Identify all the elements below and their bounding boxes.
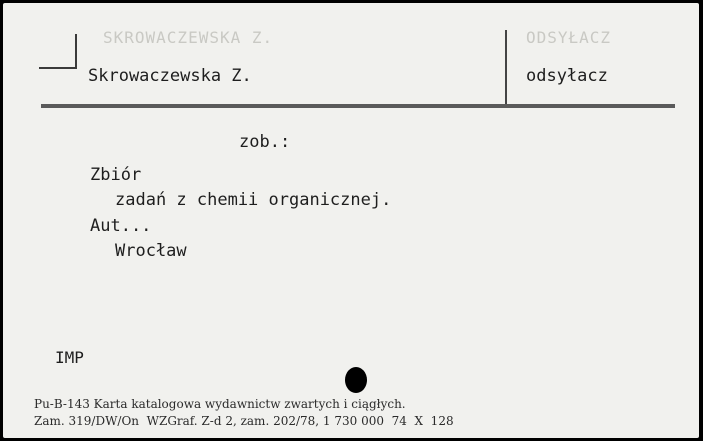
footer-line-2: Zam. 319/DW/On WZGraf. Z-d 2, zam. 202/78, 1 730 000 74 X 128 (34, 414, 454, 428)
stamp-text: IMP (55, 348, 84, 367)
author-name: Skrowaczewska Z. (88, 66, 252, 86)
title-line-1: Zbiór (90, 165, 142, 185)
column-divider (505, 30, 507, 105)
footer-line-1: Pu-B-143 Karta katalogowa wydawnictw zwartych i ciągłych. (34, 397, 406, 411)
corner-mark-vertical (75, 34, 77, 68)
author-line: Aut... (90, 216, 152, 236)
faded-name-heading: SKROWACZEWSKA Z. (103, 28, 274, 47)
card-type: odsyłacz (526, 66, 608, 86)
header-rule (41, 104, 675, 108)
place-line: Wrocław (115, 241, 187, 261)
catalog-card (3, 3, 699, 438)
title-line-2: zadań z chemii organicznej. (115, 190, 392, 210)
faded-type-heading: ODSYŁACZ (526, 28, 612, 47)
see-reference: zob.: (239, 132, 291, 152)
punch-hole (345, 367, 367, 393)
corner-mark-horizontal (39, 67, 77, 69)
